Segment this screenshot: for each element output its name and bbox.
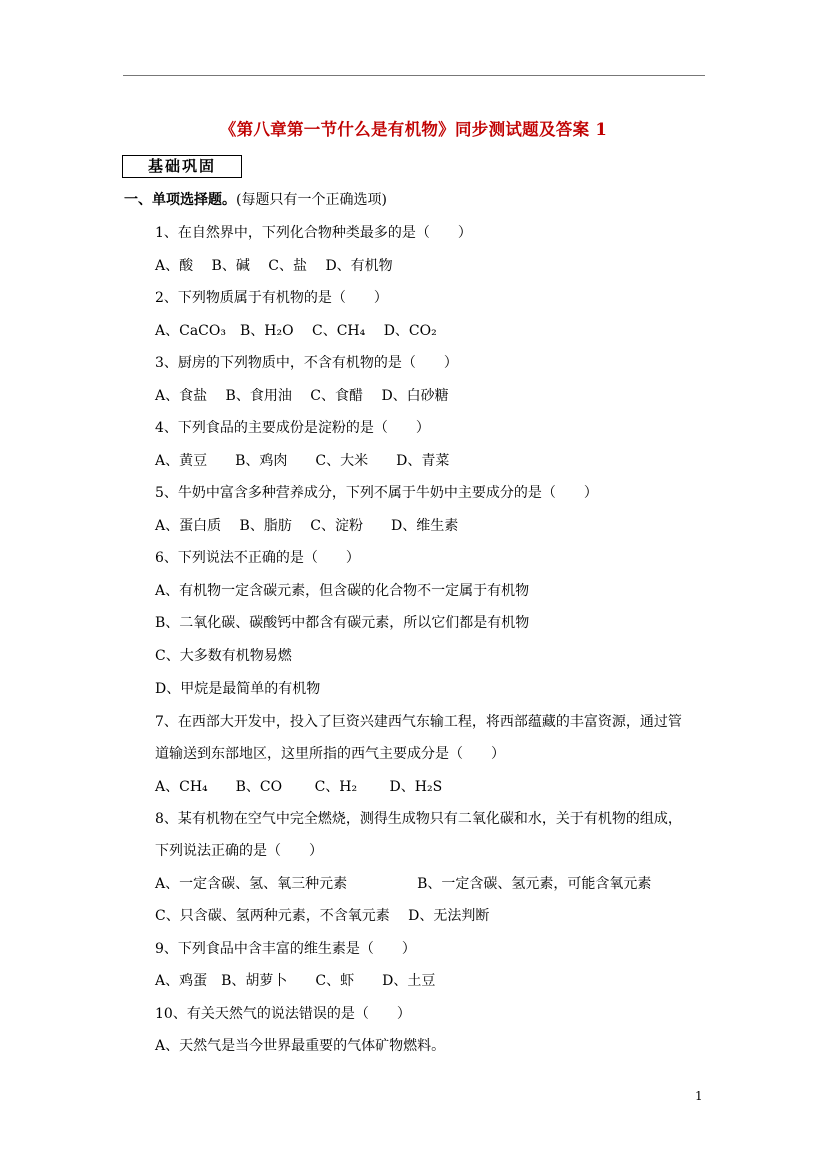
- option-6b: B、二氧化碳、碳酸钙中都含有碳元素，所以它们都是有机物: [155, 615, 530, 631]
- options-1: A、酸 B、碱 C、盐 D、有机物: [155, 258, 393, 274]
- options-2: A、CaCO₃ B、H₂O C、CH₄ D、CO₂: [155, 323, 437, 339]
- question-10: 10、有关天然气的说法错误的是（ ）: [155, 1006, 411, 1022]
- option-6a: A、有机物一定含碳元素，但含碳的化合物不一定属于有机物: [155, 583, 530, 599]
- question-9: 9、下列食品中含丰富的维生素是（ ）: [155, 941, 416, 957]
- options-9: A、鸡蛋 B、胡萝卜 C、虾 D、土豆: [155, 973, 436, 989]
- options-8cd: C、只含碳、氢两种元素，不含氧元素 D、无法判断: [155, 908, 490, 924]
- question-8-cont: 下列说法正确的是（ ）: [155, 843, 323, 859]
- question-7: 7、在西部大开发中，投入了巨资兴建西气东输工程，将西部蕴藏的丰富资源，通过管: [155, 714, 682, 730]
- part-note: (每题只有一个正确选项): [236, 192, 387, 208]
- question-3: 3、厨房的下列物质中，不含有机物的是（ ）: [155, 355, 458, 371]
- question-6: 6、下列说法不正确的是（ ）: [155, 550, 360, 566]
- header-rule: [123, 75, 705, 76]
- options-8ab: A、一定含碳、氢、氧三种元素 B、一定含碳、氢元素，可能含氧元素: [155, 876, 652, 892]
- question-4: 4、下列食品的主要成份是淀粉的是（ ）: [155, 420, 430, 436]
- question-8: 8、某有机物在空气中完全燃烧，测得生成物只有二氧化碳和水，关于有机物的组成，: [155, 811, 682, 827]
- option-10a: A、天然气是当今世界最重要的气体矿物燃料。: [155, 1038, 446, 1054]
- options-4: A、黄豆 B、鸡肉 C、大米 D、青菜: [155, 453, 450, 469]
- option-6c: C、大多数有机物易燃: [155, 648, 292, 664]
- part-heading: [124, 189, 387, 209]
- part-heading-text: 一、单项选择题。: [124, 192, 236, 208]
- question-2: 2、下列物质属于有机物的是（ ）: [155, 290, 388, 306]
- question-5: 5、牛奶中富含多种营养成分，下列不属于牛奶中主要成分的是（ ）: [155, 485, 598, 501]
- options-5: A、蛋白质 B、脂肪 C、淀粉 D、维生素: [155, 518, 459, 534]
- option-6d: D、甲烷是最简单的有机物: [155, 681, 321, 697]
- options-7: A、CH₄ B、CO C、H₂ D、H₂S: [155, 779, 443, 795]
- question-7-cont: 道输送到东部地区，这里所指的西气主要成分是（ ）: [155, 746, 505, 762]
- options-3: A、食盐 B、食用油 C、食醋 D、白砂糖: [155, 388, 449, 404]
- section-label: 基础巩固: [122, 155, 242, 178]
- question-1: 1、在自然界中，下列化合物种类最多的是（ ）: [155, 225, 472, 241]
- document-title: 《第八章第一节什么是有机物》同步测试题及答案 1: [219, 120, 608, 139]
- page-number: 1: [695, 1089, 703, 1103]
